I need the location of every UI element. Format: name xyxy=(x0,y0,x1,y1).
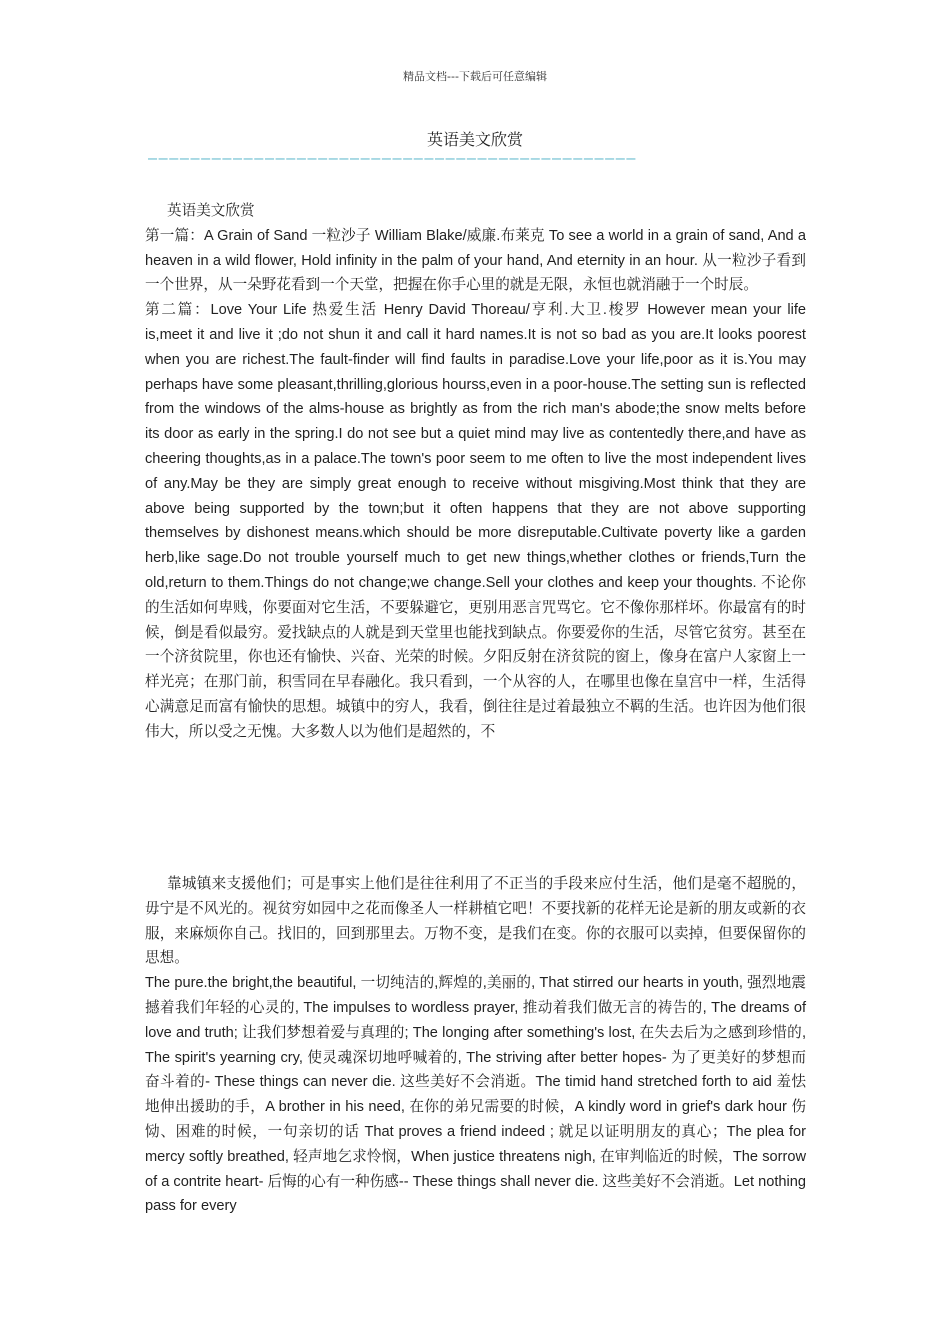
header-note: 精品文档---下载后可任意编辑 xyxy=(403,70,547,83)
document-title: 英语美文欣赏 xyxy=(426,130,523,149)
paragraph-grain-of-sand: 第一篇：A Grain of Sand 一粒沙子 William Blake/威廉.布莱克 To see a world in a grain of sand, And a heaven in a wild flower, Hold infinity in the palm of your hand, And eternity in an hour. 从一粒沙子看到一个世界，从一朵野花看到一个天堂，把握在你手心里的就是无限，永恒也就消融于一个时辰。 xyxy=(145,227,806,294)
section-subtitle: 英语美文欣赏 xyxy=(167,203,255,219)
page1-body xyxy=(145,199,806,745)
paragraph-continuation: 靠城镇来支援他们；可是事实上他们是往往利用了不正当的手段来应付生活，他们是毫不超脱的，毋宁是不风光的。视贫穷如园中之花而像圣人一样耕植它吧！不要找新的花样无论是新的朋友或新的衣服，来麻烦你自己。找旧的，回到那里去。万物不变，是我们在变。你的衣服可以卖掉，但要保留你的思想。 xyxy=(145,876,806,967)
title-divider: —————————————————————————————————————————————— xyxy=(148,149,638,167)
paragraph-love-your-life: 第二篇：Love Your Life 热爱生活 Henry David Thoreau/亨利.大卫.梭罗 However mean your life is,meet it and live it ;do not shun it and call it hard names.It is not so bad as you are.It looks poorest when you are richest.The fault-finder will find faults in paradise.Love your life,poor as it is.You may perhaps have some pleasant,thrilling,glorious hourss,even in a poor-house.The setting sun is reflected from the windows of the alms-house as brightly as from the rich man's abode;the snow melts before its door as early in the spring.I do not see but a quiet mind may live as contentedly there,and have as cheering thoughts,as in a palace.The town's poor seem to me often to live the most independent lives of any.May be they are simply great enough to receive without misgiving.Most think that they are above being supported by the town;but it often happens that they are not above supporting themselves by dishonest means.which should be more disreputable.Cultivate poverty like a garden herb,like sage.Do not trouble yourself much to get new things,whether clothes or friends,Turn the old,return to them.Things do not change;we change.Sell your clothes and keep your thoughts. 不论你的生活如何卑贱，你要面对它生活，不要躲避它，更别用恶言咒骂它。它不像你那样坏。你最富有的时候，倒是看似最穷。爱找缺点的人就是到天堂里也能找到缺点。你要爱你的生活，尽管它贫穷。甚至在一个济贫院里，你也还有愉快、兴奋、光荣的时候。夕阳反射在济贫院的窗上，像身在富户人家窗上一样光亮；在那门前，积雪同在早春融化。我只看到，一个从容的人，在哪里也像在皇宫中一样，生活得心满意足而富有愉快的思想。城镇中的穷人，我看，倒往往是过着最独立不羁的生活。也许因为他们很伟大，所以受之无愧。大多数人以为他们是超然的，不 xyxy=(145,302,806,740)
paragraph-poem: The pure.the bright,the beautiful, 一切纯洁的,辉煌的,美丽的, That stirred our hearts in youth, 强烈地震撼着我们年轻的心灵的, The impulses to wordless prayer, 推动着我们做无言的祷告的, The dreams of love and truth; 让我们梦想着爱与真理的; The longing after something's lost, 在失去后为之感到珍惜的, The spirit's yearning cry, 使灵魂深切地呼喊着的, The striving after better hopes- 为了更美好的梦想而奋斗着的- These things can never die. 这些美好不会消逝。The timid hand stretched forth to aid 羞怯地伸出援助的手，A brother in his need, 在你的弟兄需要的时候，A kindly word in grief's dark hour 伤恸、困难的时候，一句亲切的话 That proves a friend indeed ; 就足以证明朋友的真心；The plea for mercy softly breathed, 轻声地乞求怜悯，When justice threatens nigh, 在审判临近的时候，The sorrow of a contrite heart- 后悔的心有一种伤感-- These things shall never die. 这些美好不会消逝。Let nothing pass for every xyxy=(145,975,806,1215)
page2-body xyxy=(145,872,806,1219)
